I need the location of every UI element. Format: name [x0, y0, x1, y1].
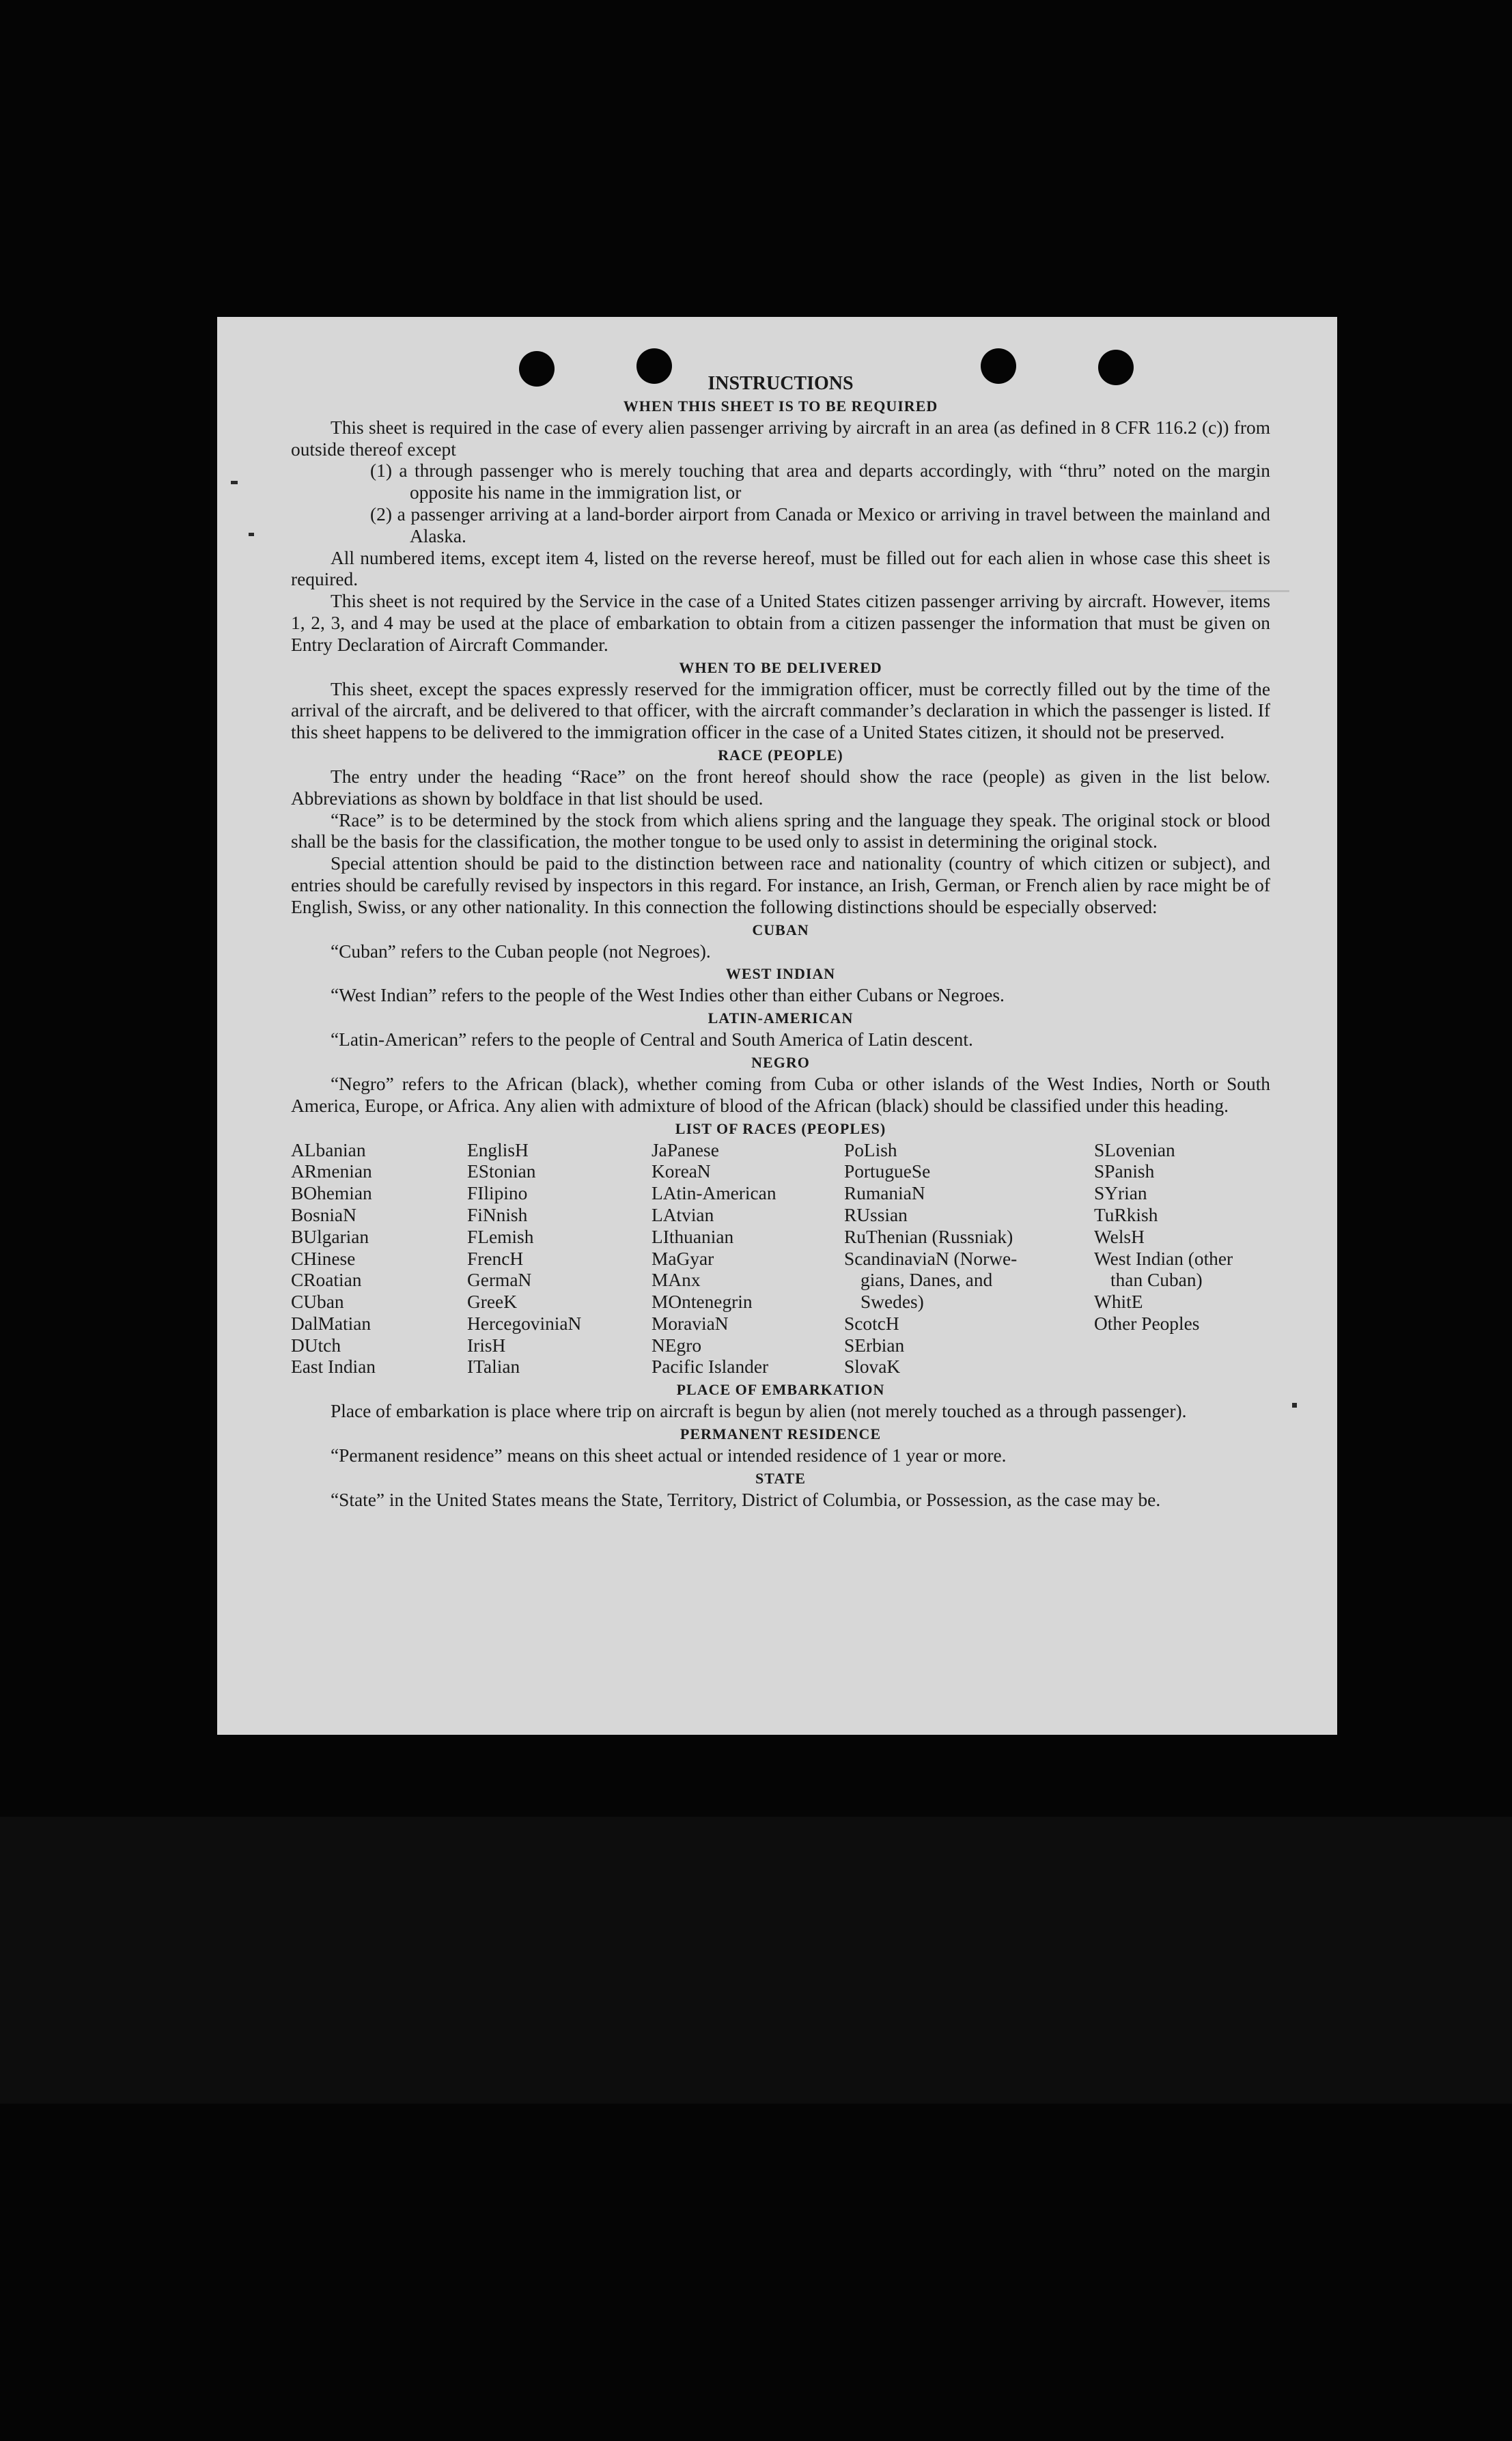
race-entry: SYrian [1094, 1183, 1147, 1204]
race-entry: ScandinaviaN (Norwe- [844, 1248, 1018, 1269]
race-entry: MOntenegrin [652, 1292, 753, 1313]
section-heading: RACE (PEOPLE) [718, 746, 843, 764]
race-entry: JaPanese [652, 1139, 719, 1160]
race-entry: ARmenian [291, 1161, 372, 1182]
race-entry: LIthuanian [652, 1226, 734, 1247]
paragraph: “Latin-American” refers to the people of Central and South America of Latin descent. [331, 1029, 973, 1050]
race-entry: RumaniaN [844, 1183, 925, 1204]
section-heading: PERMANENT RESIDENCE [680, 1425, 882, 1443]
paragraph: This sheet, except the spaces expressly reserved for the immigration officer, must be correctly filled out by the time of the arrival of the aircraft, and be delivered to that officer, with the aircraft commander’s declaration in which the passenger is listed. If this sheet happens to be delivered to the immigration officer in the case of a United States citizen, it should not be preserved. [291, 678, 1270, 743]
race-entry: East Indian [291, 1356, 376, 1378]
race-entry: MAnx [652, 1270, 701, 1291]
paragraph: “State” in the United States means the State, Territory, District of Columbia, or Possession, as the case may be. [331, 1489, 1161, 1510]
race-entry: SlovaK [844, 1356, 901, 1378]
paragraph: “Race” is to be determined by the stock from which aliens spring and the language they speak. The original stock or blood shall be the basis for the classification, the mother tongue to be used only to assist in determining the original stock. [291, 809, 1270, 852]
paragraph: This sheet is not required by the Service in the case of a United States citizen passenger arriving by aircraft. However, items 1, 2, 3, and 4 may be used at the place of embarkation to obtain from a citizen passenger the information that must be given on Entry Declaration of Aircraft Commander. [291, 591, 1270, 655]
race-entry-continued: than Cuban) [1110, 1270, 1203, 1291]
scan-backdrop-band [0, 1817, 1512, 2104]
race-entry: CRoatian [291, 1270, 362, 1291]
race-entry: WhitE [1094, 1292, 1143, 1313]
section-heading: LIST OF RACES (PEOPLES) [675, 1119, 886, 1137]
race-entry: DUtch [291, 1335, 341, 1356]
race-entry: MoraviaN [652, 1313, 729, 1334]
race-entry: FiNnish [467, 1204, 528, 1225]
paragraph: Place of embarkation is place where trip on aircraft is begun by alien (not merely touched as a through passenger). [331, 1401, 1187, 1422]
section-heading: WHEN THIS SHEET IS TO BE REQUIRED [623, 397, 938, 415]
race-entry: ITalian [467, 1356, 520, 1378]
race-entry: SLovenian [1094, 1139, 1175, 1160]
races-column [844, 1140, 1094, 1379]
race-entry: BUlgarian [291, 1226, 369, 1247]
scan-speck [1292, 1403, 1297, 1408]
paragraph: Special attention should be paid to the distinction between race and nationality (country of which citizen or subject), and entries should be carefully revised by inspectors in this regard. For instance, an Irish, German, or French alien by race might be of English, Swiss, or any other nationality. In this connection the following distinctions should be especially observed: [291, 853, 1270, 917]
races-column [291, 1140, 467, 1379]
race-entry-continued: Swedes) [860, 1292, 924, 1313]
paragraph: “Cuban” refers to the Cuban people (not Negroes). [331, 940, 711, 962]
race-entry: KoreaN [652, 1161, 711, 1182]
paragraph: “West Indian” refers to the people of the West Indies other than either Cubans or Negroes. [331, 985, 1005, 1006]
race-entry: PortugueSe [844, 1161, 931, 1182]
race-entry: FLemish [467, 1226, 534, 1247]
section-heading: LATIN-AMERICAN [708, 1009, 854, 1027]
race-entry-continued: gians, Danes, and [860, 1270, 993, 1291]
races-column [467, 1140, 652, 1379]
list-item: (1) a through passenger who is merely touching that area and departs accordingly, with “thru” noted on the margin opposite his name in the immigration list, or [370, 460, 1270, 503]
race-entry: CUban [291, 1292, 344, 1313]
section-heading: PLACE OF EMBARKATION [676, 1381, 885, 1399]
race-entry: Pacific Islander [652, 1356, 769, 1378]
section-heading: WHEN TO BE DELIVERED [679, 658, 882, 676]
section-heading: STATE [755, 1469, 806, 1487]
section-heading: WEST INDIAN [725, 965, 836, 983]
race-entry: Other Peoples [1094, 1313, 1200, 1334]
race-entry: BosniaN [291, 1204, 356, 1225]
race-entry: PoLish [844, 1139, 897, 1160]
scan-speck [249, 533, 254, 536]
race-entry: EStonian [467, 1161, 536, 1182]
race-entry: West Indian (other [1094, 1248, 1233, 1269]
race-entry: GermaN [467, 1270, 532, 1291]
race-entry: RUssian [844, 1204, 908, 1225]
instructions-body [291, 373, 1270, 1511]
race-entry: BOhemian [291, 1183, 372, 1204]
section-heading: CUBAN [752, 921, 809, 938]
scan-speck [231, 481, 238, 484]
race-entry: HercegoviniaN [467, 1313, 582, 1334]
race-entry: IrisH [467, 1335, 506, 1356]
race-entry: DalMatian [291, 1313, 372, 1334]
race-entry: ScotcH [844, 1313, 899, 1334]
page-title: INSTRUCTIONS [708, 373, 854, 394]
races-column [1094, 1140, 1270, 1379]
race-entry: GreeK [467, 1292, 517, 1313]
list-item: (2) a passenger arriving at a land-border airport from Canada or Mexico or arriving in travel between the mainland and Alaska. [370, 503, 1270, 546]
race-entry: ALbanian [291, 1139, 366, 1160]
races-column [652, 1140, 844, 1379]
race-entry: RuThenian (Russniak) [844, 1226, 1013, 1247]
paragraph: This sheet is required in the case of every alien passenger arriving by aircraft in an area (as defined in 8 CFR 116.2 (c)) from outside thereof except [291, 417, 1270, 460]
paragraph: All numbered items, except item 4, listed on the reverse hereof, must be filled out for each alien in whose case this sheet is required. [291, 547, 1270, 590]
race-entry: EnglisH [467, 1139, 529, 1160]
instruction-sheet [217, 317, 1337, 1735]
race-entry: LAtin-American [652, 1183, 776, 1204]
section-heading: NEGRO [751, 1053, 810, 1071]
race-entry: FrencH [467, 1248, 524, 1269]
race-entry: WelsH [1094, 1226, 1145, 1247]
paragraph: “Negro” refers to the African (black), whether coming from Cuba or other islands of the West Indies, North or South America, Europe, or Africa. Any alien with admixture of blood of the African (black) should be classified under this heading. [291, 1073, 1270, 1116]
race-entry: SErbian [844, 1335, 905, 1356]
race-entry: MaGyar [652, 1248, 714, 1269]
race-entry: FIlipino [467, 1183, 528, 1204]
race-entry: SPanish [1094, 1161, 1155, 1182]
paragraph: “Permanent residence” means on this sheet actual or intended residence of 1 year or more. [331, 1445, 1007, 1466]
race-entry: LAtvian [652, 1204, 714, 1225]
race-entry: TuRkish [1094, 1204, 1158, 1225]
race-entry: NEgro [652, 1335, 702, 1356]
paragraph: The entry under the heading “Race” on the front hereof should show the race (people) as given in the list below. Abbreviations as shown by boldface in that list should be used. [291, 766, 1270, 809]
race-entry: CHinese [291, 1248, 356, 1269]
races-list [291, 1140, 1270, 1379]
